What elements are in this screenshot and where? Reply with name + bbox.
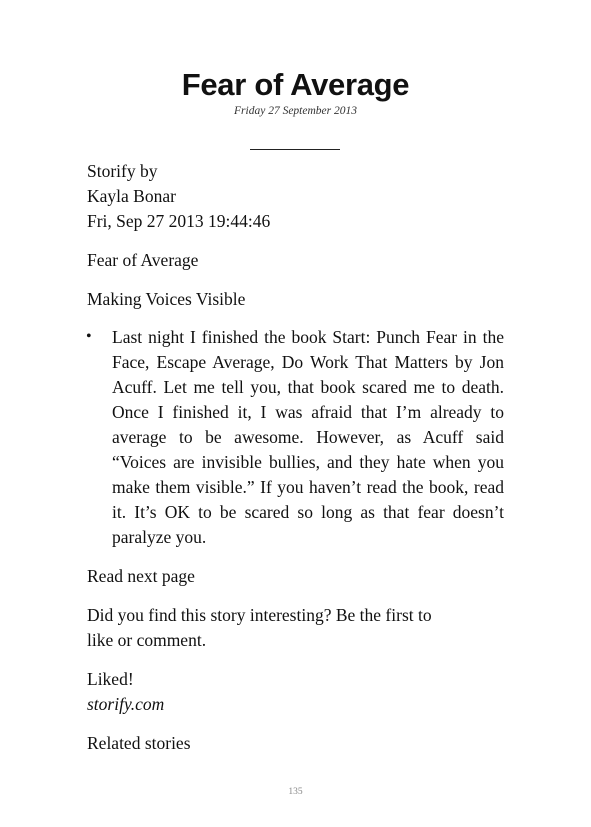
story-title: Fear of Average bbox=[87, 250, 199, 270]
timestamp: Fri, Sep 27 2013 19:44:46 bbox=[87, 211, 271, 231]
interest-prompt-line2: like or comment. bbox=[87, 630, 207, 650]
page-number: 135 bbox=[288, 787, 303, 797]
bullet-paragraph: Last night I finished the book Start: Punch Fear in the Face, Escape Average, Do Work That Matters by Jon Acuff. Let me tell you, that book scared me to death. Once I finished it, I was afraid that I’m already to average to be awesome. However, as Acuff said “Voices are invisible bullies, and they hate when you make them visible.” If you haven’t read the book, read it. It’s OK to be scared so long as that fear doesn’t paralyze you. bbox=[112, 327, 504, 547]
related-stories-heading: Related stories bbox=[87, 733, 191, 753]
bullet-icon: • bbox=[86, 328, 92, 345]
author-name: Kayla Bonar bbox=[87, 186, 176, 206]
publish-date: Friday 27 September 2013 bbox=[234, 105, 357, 117]
interest-prompt-line1: Did you find this story interesting? Be the first to bbox=[87, 605, 432, 625]
read-next-link[interactable]: Read next page bbox=[87, 566, 195, 586]
storify-by-label: Storify by bbox=[87, 161, 158, 181]
page-title: Fear of Average bbox=[181, 67, 410, 102]
liked-label: Liked! bbox=[87, 669, 134, 689]
separator-line bbox=[250, 149, 340, 150]
story-subtitle: Making Voices Visible bbox=[87, 289, 246, 309]
source-link[interactable]: storify.com bbox=[87, 694, 165, 714]
